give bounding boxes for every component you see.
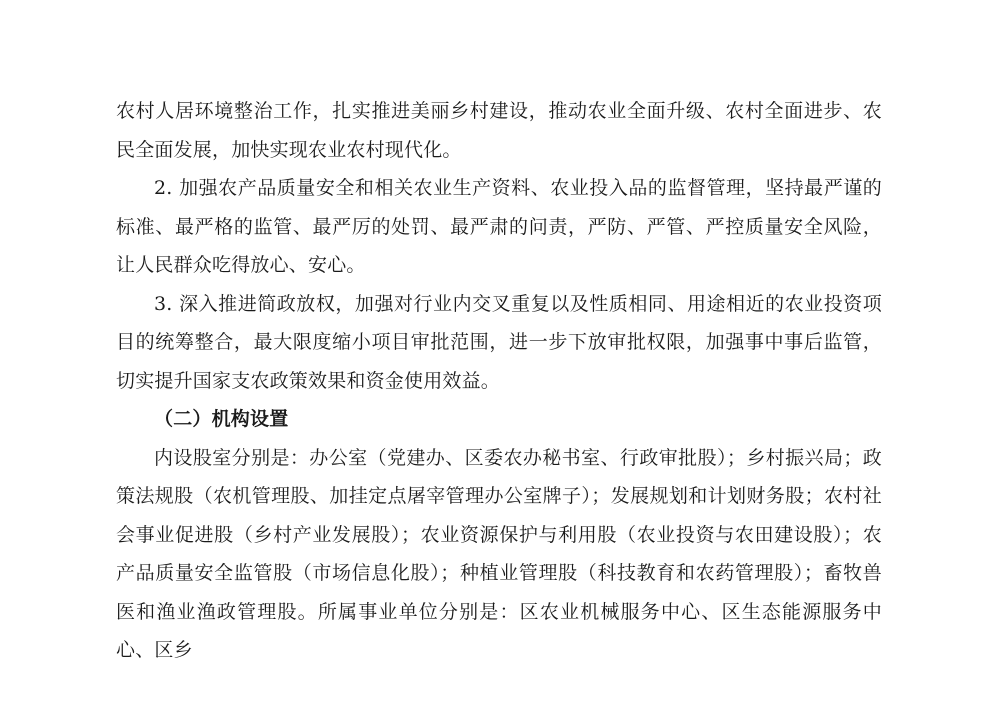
document-body xyxy=(116,92,882,670)
section-heading: （二）机构设置 xyxy=(154,408,289,430)
paragraph-section-body: 内设股室分别是：办公室（党建办、区委农办秘书室、行政审批股）；乡村振兴局；政策法规股（农机管理股、加挂定点屠宰管理办公室牌子）；发展规划和计划财务股；农村社会事业促进股（乡村产业发展股）；农业资源保护与利用股（农业投资与农田建设股）；农产品质量安全监管股（市场信息化股）；种植业管理股（科技教育和农药管理股）；畜牧兽医和渔业渔政管理股。所属事业单位分别是：区农业机械服务中心、区生态能源服务中心、区乡 xyxy=(116,446,882,661)
paragraph-continuation: 农村人居环境整治工作，扎实推进美丽乡村建设，推动农业全面升级、农村全面进步、农民全面发展，加快实现农业农村现代化。 xyxy=(116,100,882,161)
paragraph-item-3: 3. 深入推进简政放权，加强对行业内交叉重复以及性质相同、用途相近的农业投资项目的统筹整合，最大限度缩小项目审批范围，进一步下放审批权限，加强事中事后监管，切实提升国家支农政策效果和资金使用效益。 xyxy=(116,292,882,392)
paragraph-item-2: 2. 加强农产品质量安全和相关农业生产资料、农业投入品的监督管理，坚持最严谨的标准、最严格的监管、最严厉的处罚、最严肃的问责，严防、严管、严控质量安全风险，让人民群众吃得放心、安心。 xyxy=(116,177,882,276)
